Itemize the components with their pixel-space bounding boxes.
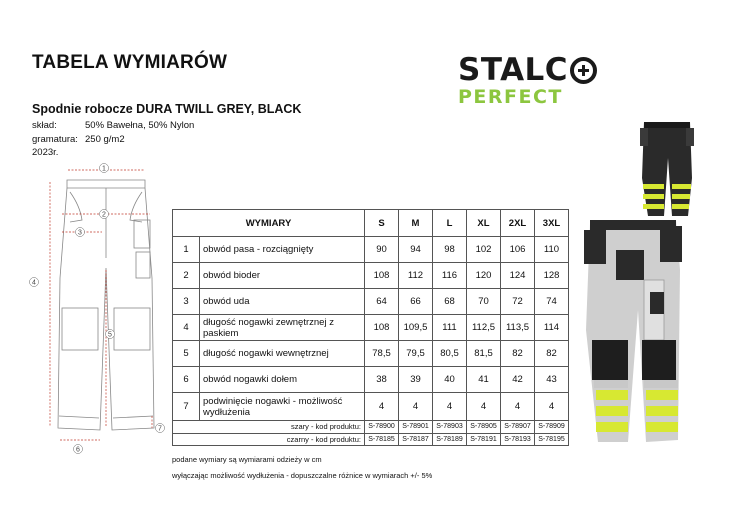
table-header-row bbox=[173, 210, 569, 237]
cell-value: 110 bbox=[535, 237, 569, 263]
spec-value: 50% Bawełna, 50% Nylon bbox=[85, 120, 195, 131]
row-number: 5 bbox=[173, 341, 200, 367]
cell-value: 39 bbox=[399, 367, 433, 393]
cell-value: 42 bbox=[501, 367, 535, 393]
product-code-row bbox=[173, 433, 569, 446]
row-number: 3 bbox=[173, 289, 200, 315]
logo-brand bbox=[458, 54, 597, 86]
product-code: S-78905 bbox=[467, 421, 501, 434]
cell-value: 68 bbox=[433, 289, 467, 315]
product-code: S-78900 bbox=[365, 421, 399, 434]
cell-value: 109,5 bbox=[399, 315, 433, 341]
cell-value: 4 bbox=[399, 393, 433, 421]
product-code: S-78189 bbox=[433, 433, 467, 446]
cell-value: 70 bbox=[467, 289, 501, 315]
table-row bbox=[173, 341, 569, 367]
table-row bbox=[173, 263, 569, 289]
footnotes bbox=[172, 452, 432, 484]
trousers-technical-drawing bbox=[22, 158, 172, 458]
code-label: szary - kod produktu: bbox=[173, 421, 365, 434]
cell-value: 43 bbox=[535, 367, 569, 393]
page-title: TABELA WYMIARÓW bbox=[32, 52, 228, 73]
cell-value: 113,5 bbox=[501, 315, 535, 341]
row-number: 2 bbox=[173, 263, 200, 289]
drawing-marker: 4 bbox=[32, 279, 36, 287]
cell-value: 74 bbox=[535, 289, 569, 315]
header-cell: WYMIARY bbox=[173, 210, 365, 237]
cell-value: 4 bbox=[535, 393, 569, 421]
row-label: obwód nogawki dołem bbox=[200, 367, 365, 393]
grey-trousers-photo bbox=[576, 210, 696, 448]
row-number: 7 bbox=[173, 393, 200, 421]
cell-value: 41 bbox=[467, 367, 501, 393]
cell-value: 90 bbox=[365, 237, 399, 263]
spec-row bbox=[32, 133, 194, 147]
row-label: obwód bioder bbox=[200, 263, 365, 289]
product-code: S-78901 bbox=[399, 421, 433, 434]
table-row bbox=[173, 237, 569, 263]
cell-value: 66 bbox=[399, 289, 433, 315]
header-cell: S bbox=[365, 210, 399, 237]
drawing-marker: 5 bbox=[108, 331, 112, 339]
header-cell: M bbox=[399, 210, 433, 237]
cell-value: 82 bbox=[501, 341, 535, 367]
table-row bbox=[173, 393, 569, 421]
spec-list bbox=[32, 119, 194, 160]
table-row bbox=[173, 289, 569, 315]
drawing-marker: 1 bbox=[102, 165, 106, 173]
cell-value: 124 bbox=[501, 263, 535, 289]
cell-value: 102 bbox=[467, 237, 501, 263]
product-code: S-78193 bbox=[501, 433, 535, 446]
cell-value: 94 bbox=[399, 237, 433, 263]
header-cell: 3XL bbox=[535, 210, 569, 237]
row-label: obwód pasa - rozciągnięty bbox=[200, 237, 365, 263]
row-label: podwinięcie nogawki - możliwość wydłużenia bbox=[200, 393, 365, 421]
product-code: S-78909 bbox=[535, 421, 569, 434]
cell-value: 108 bbox=[365, 263, 399, 289]
logo-plus-icon bbox=[570, 57, 597, 84]
cell-value: 111 bbox=[433, 315, 467, 341]
row-label: obwód uda bbox=[200, 289, 365, 315]
row-number: 1 bbox=[173, 237, 200, 263]
logo-brand-text: STALC bbox=[458, 52, 569, 88]
product-code: S-78185 bbox=[365, 433, 399, 446]
cell-value: 98 bbox=[433, 237, 467, 263]
drawing-marker: 6 bbox=[76, 446, 80, 454]
product-code: S-78907 bbox=[501, 421, 535, 434]
drawing-marker: 2 bbox=[102, 211, 106, 219]
product-name: Spodnie robocze DURA TWILL GREY, BLACK bbox=[32, 102, 302, 116]
product-code: S-78191 bbox=[467, 433, 501, 446]
row-label: długość nogawki wewnętrznej bbox=[200, 341, 365, 367]
cell-value: 120 bbox=[467, 263, 501, 289]
cell-value: 112 bbox=[399, 263, 433, 289]
product-code: S-78903 bbox=[433, 421, 467, 434]
cell-value: 38 bbox=[365, 367, 399, 393]
header-cell: 2XL bbox=[501, 210, 535, 237]
black-trousers-photo bbox=[636, 118, 698, 222]
cell-value: 82 bbox=[535, 341, 569, 367]
row-label: długość nogawki zewnętrznej z paskiem bbox=[200, 315, 365, 341]
table-row bbox=[173, 367, 569, 393]
logo-sub: PERFECT bbox=[458, 86, 563, 108]
drawing-marker: 7 bbox=[158, 425, 162, 433]
cell-value: 114 bbox=[535, 315, 569, 341]
product-code: S-78195 bbox=[535, 433, 569, 446]
cell-value: 128 bbox=[535, 263, 569, 289]
cell-value: 40 bbox=[433, 367, 467, 393]
row-number: 6 bbox=[173, 367, 200, 393]
product-code-row bbox=[173, 421, 569, 434]
table-row bbox=[173, 315, 569, 341]
drawing-marker: 3 bbox=[78, 229, 82, 237]
footnote: podane wymiary są wymiarami odzieży w cm bbox=[172, 455, 322, 464]
spec-label: 2023r. bbox=[32, 147, 59, 158]
cell-value: 81,5 bbox=[467, 341, 501, 367]
cell-value: 4 bbox=[501, 393, 535, 421]
code-label: czarny - kod produktu: bbox=[173, 433, 365, 446]
cell-value: 106 bbox=[501, 237, 535, 263]
spec-row bbox=[32, 119, 194, 133]
cell-value: 112,5 bbox=[467, 315, 501, 341]
cell-value: 72 bbox=[501, 289, 535, 315]
cell-value: 79,5 bbox=[399, 341, 433, 367]
cell-value: 116 bbox=[433, 263, 467, 289]
spec-value: 250 g/m2 bbox=[85, 133, 125, 145]
header-cell: L bbox=[433, 210, 467, 237]
cell-value: 4 bbox=[467, 393, 501, 421]
spec-label: skład: bbox=[32, 120, 57, 131]
footnote: wyłączając możliwość wydłużenia - dopuszczalne różnice w wymiarach +/- 5% bbox=[172, 471, 433, 480]
size-table bbox=[172, 209, 569, 446]
cell-value: 78,5 bbox=[365, 341, 399, 367]
cell-value: 4 bbox=[433, 393, 467, 421]
spec-label: gramatura: bbox=[32, 133, 78, 145]
cell-value: 64 bbox=[365, 289, 399, 315]
row-number: 4 bbox=[173, 315, 200, 341]
cell-value: 108 bbox=[365, 315, 399, 341]
product-code: S-78187 bbox=[399, 433, 433, 446]
header-cell: XL bbox=[467, 210, 501, 237]
logo bbox=[458, 54, 597, 108]
cell-value: 4 bbox=[365, 393, 399, 421]
cell-value: 80,5 bbox=[433, 341, 467, 367]
